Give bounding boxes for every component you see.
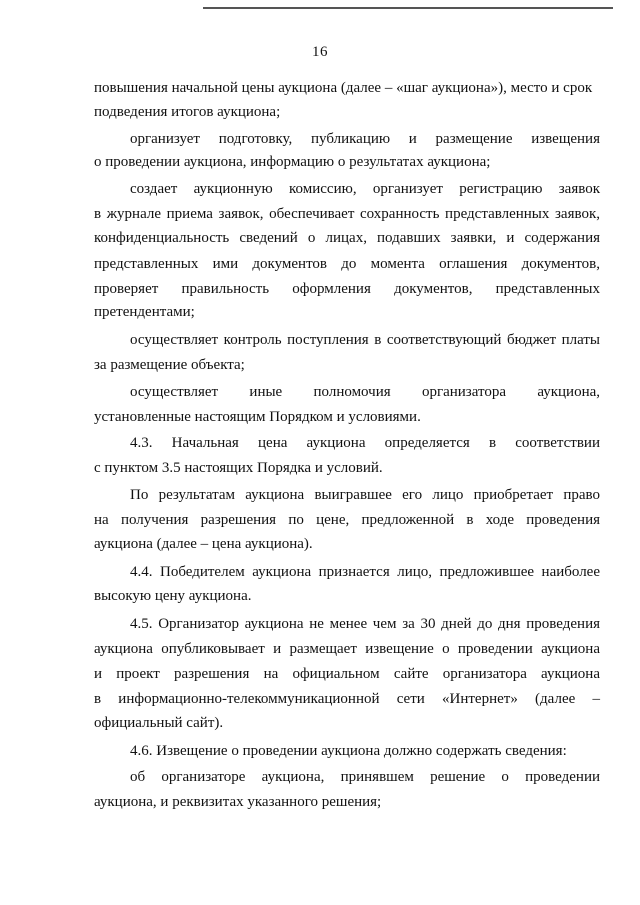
text-line: осуществляет иные полномочия организатора аукциона,	[130, 384, 600, 400]
text-line: в информационно-телекоммуникационной сети «Интернет» (далее –	[94, 691, 600, 707]
text-line: осуществляет контроль поступления в соответствующий бюджет платы	[130, 332, 600, 348]
text-line: аукциона опубликовывает и размещает извещение о проведении аукциона	[94, 641, 600, 657]
text-line: проверяет правильность оформления документов, представленных	[94, 281, 600, 297]
text-line: повышения начальной цены аукциона (далее – «шаг аукциона»), место и срок	[94, 80, 593, 96]
text-line: с пунктом 3.5 настоящих Порядка и условий.	[94, 460, 383, 476]
text-line: аукциона (далее – цена аукциона).	[94, 536, 313, 552]
text-line: По результатам аукциона выигравшее его лицо приобретает право	[130, 487, 600, 503]
text-line: создает аукционную комиссию, организует регистрацию заявок	[130, 181, 600, 197]
page-number: 16	[312, 44, 328, 60]
text-line: 4.6. Извещение о проведении аукциона должно содержать сведения:	[130, 743, 567, 759]
text-line: организует подготовку, публикацию и размещение извещения	[130, 131, 600, 147]
text-line: официальный сайт).	[94, 715, 224, 731]
text-line: 4.4. Победителем аукциона признается лицо, предложившее наиболее	[130, 564, 600, 580]
text-line: 4.5. Организатор аукциона не менее чем за 30 дней до дня проведения	[130, 616, 600, 632]
scan-edge-line	[203, 7, 613, 9]
text-line: представленных ими документов до момента оглашения документов,	[94, 256, 600, 272]
text-line: 4.3. Начальная цена аукциона определяется в соответствии	[130, 435, 600, 451]
text-line: на получения разрешения по цене, предложенной в ходе проведения	[94, 512, 600, 528]
text-line: высокую цену аукциона.	[94, 588, 252, 604]
text-line: и проект разрешения на официальном сайте организатора аукциона	[94, 666, 600, 682]
text-line: об организаторе аукциона, принявшем решение о проведении	[130, 769, 600, 785]
text-line: подведения итогов аукциона;	[94, 104, 281, 120]
text-line: конфиденциальность сведений о лицах, подавших заявки, и содержания	[94, 230, 600, 246]
text-line: за размещение объекта;	[94, 357, 245, 373]
text-line: в журнале приема заявок, обеспечивает сохранность представленных заявок,	[94, 206, 600, 222]
text-line: о проведении аукциона, информацию о результатах аукциона;	[94, 154, 491, 170]
text-line: претендентами;	[94, 304, 195, 320]
text-line: аукциона, и реквизитах указанного решения;	[94, 794, 382, 810]
text-line: установленные настоящим Порядком и условиями.	[94, 409, 421, 425]
